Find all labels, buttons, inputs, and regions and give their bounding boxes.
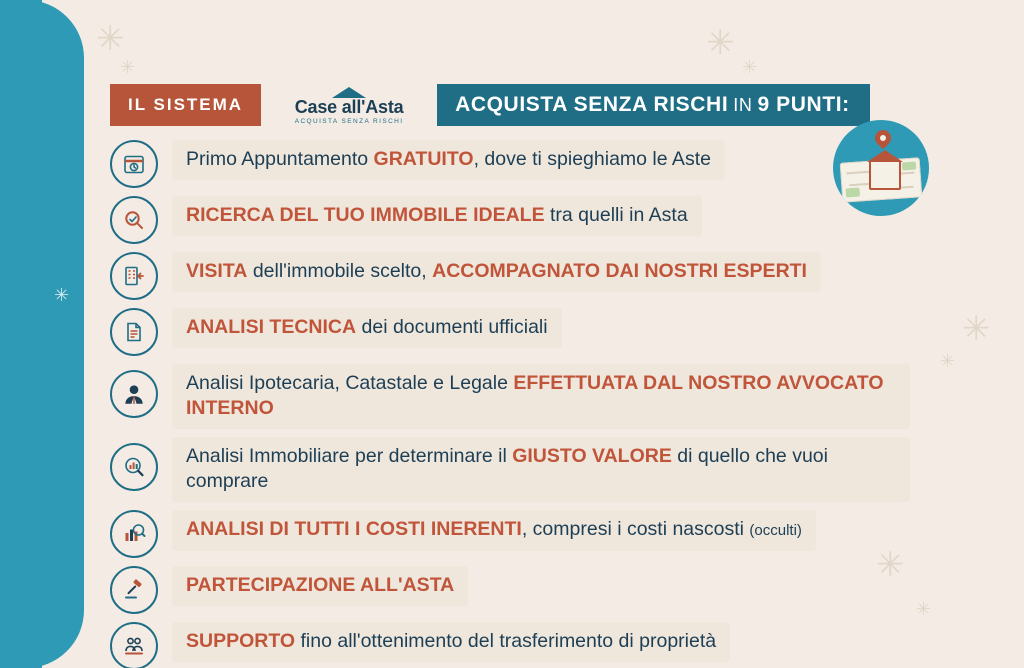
list-item — [110, 196, 910, 244]
header-claim-tail: 9 PUNTI: — [757, 93, 850, 116]
list-item-text — [172, 308, 562, 348]
bar-chart-magnifier-icon — [110, 510, 158, 558]
segment-text: tra quelli in Asta — [544, 204, 688, 226]
segment-text: dei documenti ufficiali — [356, 316, 548, 338]
list-item — [110, 566, 910, 614]
list-item — [110, 140, 910, 188]
sparkle-decoration: ✳ — [940, 351, 956, 371]
list-item-text — [172, 140, 725, 180]
list-item — [110, 308, 910, 356]
segment-text: Analisi Ipotecaria, Catastale e Legale — [186, 372, 514, 394]
segment-text: SUPPORTO — [186, 630, 296, 652]
list-item-text — [172, 437, 910, 502]
segment-text: ANALISI DI TUTTI I COSTI INERENTI — [186, 518, 522, 540]
segment-text: ACCOMPAGNATO DAI NOSTRI ESPERTI — [432, 260, 807, 282]
sparkle-decoration: ✳ — [54, 285, 70, 305]
magnifier-icon — [110, 196, 158, 244]
points-list — [110, 140, 910, 668]
sparkle-decoration: ✳ — [96, 20, 125, 58]
segment-text: RICERCA DEL TUO IMMOBILE IDEALE — [186, 204, 545, 226]
segment-text: , compresi i costi nascosti — [521, 518, 750, 540]
chart-magnifier-icon — [110, 443, 158, 491]
segment-text: ANALISI TECNICA — [186, 316, 357, 338]
list-item — [110, 364, 910, 429]
header-badge-il-sistema: IL SISTEMA — [110, 84, 261, 126]
brand-logo — [261, 84, 437, 126]
segment-text: fino all'ottenimento del trasferimento di proprietà — [295, 630, 717, 652]
segment-text: di quello che vuoi comprare — [186, 445, 828, 492]
header-bar — [110, 84, 870, 126]
sparkle-decoration: ✳ — [876, 546, 905, 584]
segment-text: Analisi Immobiliare per determinare il — [186, 445, 513, 467]
segment-text: (occulti) — [749, 522, 802, 539]
gavel-icon — [110, 566, 158, 614]
calendar-clock-icon — [110, 140, 158, 188]
header-claim-lead: ACQUISTA SENZA RISCHI — [455, 93, 729, 116]
list-item — [110, 252, 910, 300]
segment-text: PARTECIPAZIONE ALL'ASTA — [186, 574, 455, 596]
header-claim — [437, 84, 870, 126]
list-item-text — [172, 252, 821, 292]
sparkle-decoration: ✳ — [962, 310, 991, 348]
sparkle-decoration: ✳ — [706, 24, 735, 62]
sparkle-decoration: ✳ — [916, 599, 932, 619]
document-icon — [110, 308, 158, 356]
building-arrow-icon — [110, 252, 158, 300]
segment-text: VISITA — [186, 260, 248, 282]
brand-tagline: ACQUISTA SENZA RISCHI — [294, 118, 404, 125]
handshake-support-icon — [110, 622, 158, 668]
list-item-text — [172, 196, 702, 236]
segment-text: Primo Appuntamento — [186, 148, 374, 170]
segment-text: GIUSTO VALORE — [512, 445, 672, 467]
header-claim-mid: IN — [733, 94, 753, 115]
left-teal-panel-edge — [0, 0, 42, 668]
lawyer-avatar-icon — [110, 370, 158, 418]
list-item-text — [172, 510, 816, 551]
house-roof-icon — [332, 85, 366, 97]
list-item-text — [172, 566, 468, 606]
brand-name: Case all'Asta — [294, 97, 404, 117]
list-item-text — [172, 622, 730, 662]
sparkle-decoration: ✳ — [742, 57, 758, 77]
segment-text: dell'immobile scelto, — [247, 260, 433, 282]
list-item — [110, 622, 910, 668]
segment-text: EFFETTUATA DAL NOSTRO AVVOCATO INTERNO — [186, 372, 884, 419]
list-item-text — [172, 364, 910, 429]
segment-text: , dove ti spieghiamo le Aste — [473, 148, 711, 170]
segment-text: GRATUITO — [373, 148, 474, 170]
list-item — [110, 437, 910, 502]
list-item — [110, 510, 910, 558]
sparkle-decoration: ✳ — [120, 57, 136, 77]
